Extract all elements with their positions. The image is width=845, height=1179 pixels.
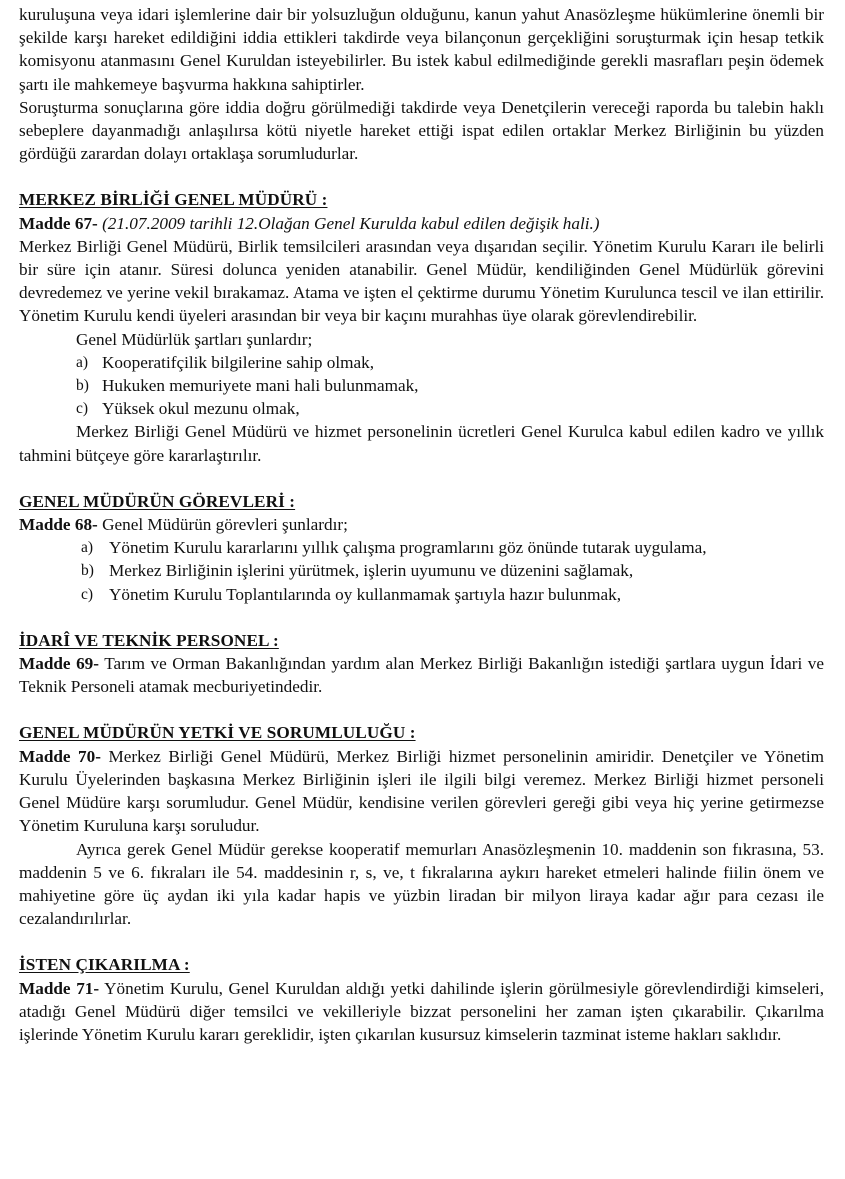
madde-71-body bbox=[19, 977, 824, 1047]
list-item bbox=[19, 397, 824, 420]
section-madde-71 bbox=[19, 953, 824, 1046]
list-marker: b) bbox=[81, 562, 94, 580]
list-item-text: Yönetim Kurulu Toplantılarında oy kullanmamak şartıyla hazır bulunmak, bbox=[109, 584, 622, 604]
list-item bbox=[19, 536, 824, 559]
madde-text: Merkez Birliği Genel Müdürü, Merkez Birliği hizmet personelinin amiridir. Denetçiler ve Yönetim Kurulu Üyelerinden başkasına Merkez Birliğinin işleri ile ilgili bilgi veremez. Merkez Birliği hizmet personeli Genel Müdüre karşı sorumludur. Genel Müdür, kendisine verilen görevleri gereği gibi veya hiç yerine getirmezse Yönetim Kuruluna karşı soruludur. bbox=[19, 746, 824, 836]
madde-67-body: Merkez Birliği Genel Müdürü, Birlik temsilcileri arasından veya dışarıdan seçilir. Yönetim Kurulu Kararı ile belirli bir süre için atanır. Süresi dolunca yeniden atanabilir. Genel Müdür, kendiliğinden Genel Müdürlük görevini devredemez ve yerine vekil bırakamaz. Atama ve işten el çektirme durumu Yönetim Kurulunca tescil ve ilan ettirilir. Yönetim Kurulu kendi üyeleri arasından bir veya bir kaçını murahhas üye olarak görevlendirebilir. bbox=[19, 236, 824, 326]
list-marker: a) bbox=[76, 353, 89, 371]
madde-label: Madde 69- bbox=[19, 654, 100, 674]
list-marker: c) bbox=[76, 400, 89, 418]
list-item-text: Yönetim Kurulu kararlarını yıllık çalışma programlarını göz önünde tutarak uygulama, bbox=[109, 538, 707, 558]
list-marker: b) bbox=[76, 377, 89, 395]
madde-70-body bbox=[19, 745, 824, 838]
list-marker: c) bbox=[81, 585, 94, 603]
madde-label: Madde 68- bbox=[19, 515, 98, 535]
section-heading: MERKEZ BİRLİĞİ GENEL MÜDÜRÜ : bbox=[19, 190, 328, 210]
section-heading: İSTEN ÇIKARILMA : bbox=[19, 955, 190, 975]
conditions-list bbox=[19, 351, 824, 421]
intro-paragraph-2: Soruşturma sonuçlarına göre iddia doğru görülmediği takdirde veya Denetçilerin vereceği raporda bu talebin haklı sebeplere dayanmadığı anlaşılırsa kötü niyetle hareket ettiği ispat edilen ortaklar Merkez Birliğinin bu yüzden gördüğü zarardan dolayı ortaklaşa sorumludurlar. bbox=[19, 97, 824, 164]
madde-69-body bbox=[19, 652, 824, 698]
intro-paragraph-1: kuruluşuna veya idari işlemlerine dair bir yolsuzluğun olduğunu, kanun yahut Anasözleşme hükümlerine önemli bir şekilde karşı hareket edildiğini iddia ettikleri takdirde veya bilançonun gerçekliğini soruşturmak için hesap tetkik komisyonu atanmasını Genel Kuruldan isteyebilirler. Bu istek kabul edilmediğinde gerekli masrafları peşin ödemek şartı ile mahkemeye başvurma hakkına sahiptirler. bbox=[19, 5, 824, 94]
list-item bbox=[19, 583, 824, 606]
section-heading: İDARÎ VE TEKNİK PERSONEL : bbox=[19, 630, 279, 650]
list-marker: a) bbox=[81, 539, 94, 557]
list-item bbox=[19, 559, 824, 582]
duties-list bbox=[19, 536, 824, 606]
list-item-text: Kooperatifçilik bilgilerine sahip olmak, bbox=[102, 352, 375, 372]
paragraph-text: Ayrıca gerek Genel Müdür gerekse kooperatif memurları Anasözleşmenin 10. maddenin son fıkrasına, 53. maddenin 5 ve 6. fıkraları ile 54. maddesinin r, s, ve, t fıkralarına aykırı hareket etmeleri halinde fiilin önem ve mahiyetine göre üç aydan iki yıla kadar hapis ve yüzbin liradan bir milyon liraya kadar ağır para cezası ile cezalandırılırlar. bbox=[19, 839, 824, 929]
madde-text: Tarım ve Orman Bakanlığından yardım alan Merkez Birliği Bakanlığın istediği şartlara uygun İdari ve Teknik Personeli atamak mecburiyetindedir. bbox=[19, 654, 824, 697]
section-madde-69 bbox=[19, 629, 824, 699]
madde-text: Yönetim Kurulu, Genel Kuruldan aldığı yetki dahilinde işlerin görülmesiyle görevlendirdiği kimseleri, atadığı Genel Müdürü diğer temsilci ve vekilleriyle bizzat personelini her zaman işten çıkarabilir. Çıkarılma işlerinde Yönetim Kurulu kararı gereklidir, işten çıkarılan kusursuz kimselerin tazminat isteme hakları saklıdır. bbox=[19, 978, 824, 1044]
madde-70-paragraph-2 bbox=[19, 838, 824, 931]
list-item bbox=[19, 351, 824, 374]
madde-label: Madde 71- bbox=[19, 978, 100, 998]
section-madde-68 bbox=[19, 490, 824, 606]
section-madde-67 bbox=[19, 188, 824, 466]
madde-68-line bbox=[19, 513, 824, 536]
madde-67-line bbox=[19, 212, 824, 235]
closing-text: Merkez Birliği Genel Müdürü ve hizmet personelinin ücretleri Genel Kurulca kabul edilen kadro ve yıllık tahmini bütçeye göre kararlaştırılır. bbox=[19, 422, 824, 465]
list-item-text: Merkez Birliğinin işlerini yürütmek, işlerin uyumunu ve düzenini sağlamak, bbox=[109, 561, 634, 581]
conditions-title: Genel Müdürlük şartları şunlardır; bbox=[76, 329, 313, 349]
madde-67-closing bbox=[19, 420, 824, 466]
list-item-text: Yüksek okul mezunu olmak, bbox=[102, 399, 300, 419]
section-madde-70 bbox=[19, 721, 824, 930]
madde-text: Genel Müdürün görevleri şunlardır; bbox=[97, 515, 348, 535]
madde-label: Madde 67- bbox=[19, 213, 98, 233]
list-item-text: Hukuken memuriyete mani hali bulunmamak, bbox=[102, 376, 419, 396]
madde-label: Madde 70- bbox=[19, 746, 101, 766]
section-heading: GENEL MÜDÜRÜN YETKİ VE SORUMLULUĞU : bbox=[19, 723, 416, 743]
section-heading: GENEL MÜDÜRÜN GÖREVLERİ : bbox=[19, 491, 296, 511]
list-item bbox=[19, 374, 824, 397]
amendment-note: (21.07.2009 tarihli 12.Olağan Genel Kurulda kabul edilen değişik hali.) bbox=[102, 213, 600, 233]
